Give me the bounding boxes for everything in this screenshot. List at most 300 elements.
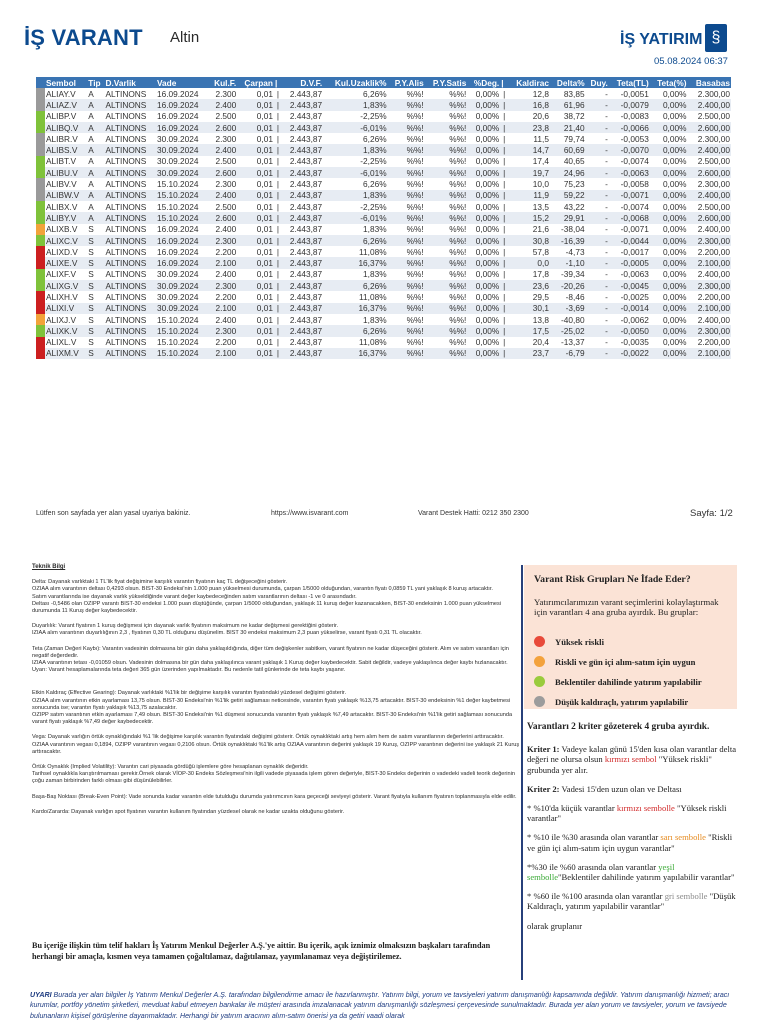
table-cell: 0,01 bbox=[256, 314, 273, 325]
table-cell: 2.600 bbox=[208, 122, 237, 133]
table-cell: %%! bbox=[406, 88, 424, 99]
table-cell: 0,01 bbox=[256, 111, 273, 122]
page-title: Altin bbox=[170, 29, 200, 46]
table-cell: %%! bbox=[425, 122, 468, 133]
risk-column-header bbox=[36, 77, 45, 88]
table-cell: -1,10 bbox=[550, 257, 586, 268]
table-cell: 2.300,00 bbox=[697, 133, 730, 144]
risk-indicator bbox=[36, 144, 45, 155]
table-cell: 6,26% bbox=[323, 235, 387, 246]
table-cell: %%! bbox=[388, 212, 425, 223]
table-cell: 1,83% bbox=[323, 190, 387, 201]
column-header: | bbox=[274, 77, 282, 88]
table-cell: 16.09.2024 bbox=[156, 246, 199, 257]
table-cell: ALTINONS bbox=[105, 224, 147, 235]
table-cell: | bbox=[503, 111, 506, 122]
table-cell: 30.09.2024 bbox=[156, 291, 199, 302]
table-cell: 0,00% bbox=[475, 291, 500, 302]
table-cell: 2.443,87 bbox=[289, 201, 323, 212]
table-cell: 2.443,87 bbox=[282, 190, 323, 201]
table-cell: 0,00% bbox=[662, 201, 687, 212]
table-cell: 43,22 bbox=[563, 201, 585, 212]
risk-indicator bbox=[36, 325, 45, 336]
table-cell: ALTINONS bbox=[105, 111, 147, 122]
table-cell: - bbox=[605, 201, 608, 212]
table-cell: %%! bbox=[388, 325, 425, 336]
table-cell: 16.09.2024 bbox=[156, 122, 208, 133]
table-cell: 2.500 bbox=[215, 156, 237, 167]
table-cell: %%! bbox=[449, 291, 467, 302]
table-cell: 2.400,00 bbox=[687, 99, 731, 110]
table-cell: 11,9 bbox=[508, 190, 550, 201]
criterion-bullet-green bbox=[527, 862, 737, 882]
table-cell: %%! bbox=[449, 246, 467, 257]
table-cell: 0,00% bbox=[467, 235, 500, 246]
table-cell: ALIBV.V bbox=[46, 179, 77, 190]
technical-info-paragraph: OZIAA alım varantının deltası 0,4293 olsun. BIST-30 Endeksi'nin 1.000 puan yükselmesi durumunda, çarpan 1/5000 olduğundan, varantın fiyatı 0,0859 TL yani yaklaşık 8 kuruş artacaktır. bbox=[32, 586, 493, 593]
table-row bbox=[36, 122, 731, 133]
table-cell: %%! bbox=[425, 348, 468, 359]
table-cell: | bbox=[274, 257, 282, 268]
table-row bbox=[36, 280, 731, 291]
table-cell: A bbox=[87, 190, 104, 201]
table-cell: ALTINONS bbox=[104, 122, 156, 133]
table-cell: -0,0074 bbox=[620, 156, 649, 167]
table-cell: 13,8 bbox=[532, 314, 549, 325]
table-cell: 20,6 bbox=[532, 111, 549, 122]
table-cell: 0,00% bbox=[475, 201, 500, 212]
column-header: %Deg. bbox=[467, 77, 500, 88]
table-cell: 0,01 bbox=[256, 201, 273, 212]
table-cell: 2.443,87 bbox=[282, 212, 323, 223]
table-cell: 0,01 bbox=[256, 337, 273, 348]
table-row bbox=[36, 224, 731, 235]
criterion-2-text: Vadesi 15'den uzun olan ve Deltası bbox=[559, 783, 682, 794]
table-cell: 2.443,87 bbox=[289, 179, 323, 190]
table-cell: 0,01 bbox=[256, 246, 273, 257]
table-cell: 0,01 bbox=[256, 179, 273, 190]
table-cell: -0,0068 bbox=[609, 212, 650, 223]
column-header: Teta(TL) bbox=[609, 77, 650, 88]
table-cell: 2.400 bbox=[215, 269, 237, 280]
table-cell: 16,37% bbox=[323, 257, 387, 268]
table-cell: -8,46 bbox=[565, 291, 585, 302]
table-cell: %%! bbox=[406, 156, 424, 167]
column-header: | bbox=[500, 77, 508, 88]
table-cell: %%! bbox=[406, 111, 424, 122]
table-cell: 2.200,00 bbox=[697, 337, 730, 348]
table-cell: -13,37 bbox=[561, 337, 585, 348]
table-cell: 15.10.2024 bbox=[156, 212, 208, 223]
table-cell: 2.300,00 bbox=[687, 280, 731, 291]
table-cell: | bbox=[503, 201, 506, 212]
technical-info-paragraph: IZIAA alım varantının duyarlılığının 2,3 , fiyatının 0,30 TL olduğunu düşünelim. BIST 30 endeksi maksimum 2,3 puan yükselirse, varant fiyatı 0,31 TL olacaktır. bbox=[32, 630, 422, 637]
table-cell: - bbox=[586, 190, 609, 201]
table-cell: A bbox=[88, 201, 94, 212]
table-cell: -0,0045 bbox=[609, 280, 650, 291]
table-cell: 2.400 bbox=[208, 144, 237, 155]
table-cell: 0,00% bbox=[467, 190, 500, 201]
table-cell: -0,0083 bbox=[620, 111, 649, 122]
table-cell: 2.500,00 bbox=[697, 201, 730, 212]
table-cell: 0,00% bbox=[662, 314, 687, 325]
table-cell: 0,00% bbox=[662, 156, 687, 167]
table-cell: 0,00% bbox=[467, 122, 500, 133]
column-header: D.Varlik bbox=[104, 77, 156, 88]
table-cell: 0,00% bbox=[650, 325, 688, 336]
table-cell: A bbox=[87, 167, 104, 178]
table-cell: -6,01% bbox=[323, 212, 387, 223]
table-cell: ALIXB.V bbox=[46, 224, 78, 235]
table-cell: %%! bbox=[406, 201, 424, 212]
table-cell: ALTINONS bbox=[104, 257, 156, 268]
table-cell: | bbox=[274, 144, 282, 155]
technical-info-paragraph: Satım varantlarında ise dayanak varlık yükseldiğinde varant değer kaybedeceğinden satım varantlarının deltası -1 ve 0 arasındadır. bbox=[32, 593, 357, 600]
criteria-section bbox=[527, 722, 737, 940]
risk-indicator bbox=[36, 235, 45, 246]
table-cell: 2.443,87 bbox=[282, 257, 323, 268]
table-cell: ALTINONS bbox=[105, 179, 147, 190]
table-cell: 2.300,00 bbox=[697, 88, 730, 99]
table-cell: | bbox=[503, 224, 506, 235]
risk-dot-icon bbox=[534, 636, 545, 647]
table-cell: 0,00% bbox=[650, 257, 688, 268]
table-cell: -0,0058 bbox=[620, 179, 649, 190]
table-cell: 2.400,00 bbox=[687, 190, 731, 201]
table-cell: S bbox=[87, 325, 104, 336]
risk-indicator bbox=[36, 178, 45, 189]
technical-info-paragraph: Vega: Dayanak varlığın örtük oynaklığındaki %1 'lik değişime karşılık varantın fiyatındaki değişimi gösterir. Örtük oynaklıktaki artış hem alım hem de satım varantlarının değerlerini arttıracaktır. bbox=[32, 734, 504, 741]
bullet-red-symbol: kırmızı sembolle bbox=[616, 803, 675, 814]
copyright-notice: Bu içeriğe ilişkin tüm telif hakları İş Yatırım Menkul Değerler A.Ş.'ye aittir. Bu içerik, açık iznimiz olmaksızın başkaları tarafından herhangi bir amaçla, kısmen veya tamamen çoğaltılamaz, dağıtılamaz, yayımlanamaz veya değiştirilemez. bbox=[32, 941, 491, 961]
table-cell: - bbox=[586, 325, 609, 336]
table-cell: | bbox=[274, 212, 282, 223]
column-header: P.Y.Alis bbox=[388, 77, 425, 88]
table-cell: 0,00% bbox=[662, 133, 687, 144]
table-cell: | bbox=[503, 269, 506, 280]
risk-group-label: Beklentiler dahilinde yatırım yapılabilir bbox=[555, 676, 702, 687]
table-cell: 0,01 bbox=[237, 190, 274, 201]
risk-indicator bbox=[36, 303, 45, 314]
table-cell: 0,00% bbox=[650, 348, 688, 359]
table-cell: -0,0074 bbox=[620, 201, 649, 212]
bullet-orange-symbol: sarı sembolle bbox=[660, 832, 706, 843]
table-cell: ALIAY.V bbox=[46, 88, 76, 99]
table-cell: 0,00% bbox=[650, 144, 688, 155]
table-row bbox=[36, 303, 731, 314]
table-cell: | bbox=[276, 201, 280, 212]
table-cell: 75,23 bbox=[563, 179, 585, 190]
table-cell: 13,5 bbox=[532, 201, 549, 212]
risk-indicator bbox=[36, 133, 45, 144]
table-cell: | bbox=[276, 314, 280, 325]
table-cell: 23,6 bbox=[508, 280, 550, 291]
table-cell: ALTINONS bbox=[104, 235, 156, 246]
table-cell: %%! bbox=[449, 269, 467, 280]
table-cell: - bbox=[605, 314, 608, 325]
table-cell: 2.400 bbox=[215, 314, 237, 325]
table-cell: 30.09.2024 bbox=[156, 133, 199, 144]
table-cell: ALTINONS bbox=[105, 337, 147, 348]
table-row bbox=[36, 314, 731, 325]
table-cell: | bbox=[503, 133, 506, 144]
table-cell: 11,08% bbox=[359, 337, 387, 348]
table-row bbox=[36, 156, 731, 167]
table-cell: 2.200 bbox=[215, 246, 237, 257]
table-cell: 0,00% bbox=[650, 303, 688, 314]
table-cell: ALIXI.V bbox=[45, 303, 87, 314]
table-cell: 11,08% bbox=[359, 291, 387, 302]
table-cell: | bbox=[500, 167, 508, 178]
table-cell: S bbox=[87, 235, 104, 246]
table-cell: 0,01 bbox=[237, 99, 274, 110]
website-link[interactable]: https://www.isvarant.com bbox=[271, 510, 349, 517]
table-cell: 6,26% bbox=[363, 133, 387, 144]
risk-indicator bbox=[36, 201, 45, 212]
table-cell: 0,00% bbox=[475, 156, 500, 167]
table-cell: 2.300 bbox=[215, 133, 237, 144]
table-cell: S bbox=[87, 280, 104, 291]
table-cell: %%! bbox=[425, 235, 468, 246]
table-cell: 6,26% bbox=[323, 280, 387, 291]
table-cell: S bbox=[88, 291, 94, 302]
table-cell: - bbox=[586, 99, 609, 110]
table-cell: 0,00% bbox=[662, 111, 687, 122]
column-header: Teta(%) bbox=[650, 77, 688, 88]
table-cell: 0,01 bbox=[256, 88, 273, 99]
table-cell: %%! bbox=[425, 144, 468, 155]
technical-info-paragraph: Örtük Oynaklık (Implied Volatility): Varantın cari piyasada gördüğü işlemlere göre hesaplanan oynaklık değeridir. bbox=[32, 764, 309, 771]
table-cell: ALTINONS bbox=[104, 167, 156, 178]
table-cell: ALIXH.V bbox=[46, 291, 78, 302]
table-cell: - bbox=[605, 133, 608, 144]
legal-warning bbox=[30, 990, 742, 1021]
risk-indicator bbox=[36, 190, 45, 201]
table-row bbox=[36, 190, 731, 201]
bullet-gray-symbol: gri sembolle bbox=[664, 891, 708, 902]
table-cell: -16,39 bbox=[550, 235, 586, 246]
technical-info-paragraph: Teta (Zaman Değeri Kaybı): Varantın vadesinin dolmasına bir gün daha yaklaşıldığında, diğer tüm değişkenler sabitken, varant fiyatının ne kadar düşeceğini gösterir. Alım ve satım varantları için negatif değerdedir. bbox=[32, 645, 509, 659]
table-cell: 15.10.2024 bbox=[156, 179, 199, 190]
technical-info-paragraph bbox=[32, 638, 520, 646]
risk-dot-icon bbox=[534, 696, 545, 707]
table-cell: -4,73 bbox=[565, 246, 585, 257]
table-cell: 0,00% bbox=[475, 224, 500, 235]
table-cell: %%! bbox=[425, 303, 468, 314]
table-cell: -0,0079 bbox=[609, 99, 650, 110]
risk-indicator bbox=[36, 280, 45, 291]
table-cell: 6,26% bbox=[323, 325, 387, 336]
table-cell: 0,00% bbox=[650, 235, 688, 246]
table-cell: ALIXL.V bbox=[46, 337, 77, 348]
table-cell: S bbox=[87, 257, 104, 268]
table-cell: 21,40 bbox=[550, 122, 586, 133]
table-cell: -6,79 bbox=[550, 348, 586, 359]
table-cell: ALTINONS bbox=[104, 348, 156, 359]
table-cell: 2.200 bbox=[215, 337, 237, 348]
table-cell: | bbox=[500, 212, 508, 223]
bullet-red-end: "Yüksek riskli varantlar" bbox=[527, 803, 727, 824]
table-cell: 11,5 bbox=[533, 133, 549, 144]
table-cell: 2.100 bbox=[208, 257, 237, 268]
table-cell: 14,7 bbox=[508, 144, 550, 155]
table-cell: 2.443,87 bbox=[289, 291, 323, 302]
table-cell: | bbox=[500, 144, 508, 155]
table-cell: | bbox=[500, 190, 508, 201]
table-cell: 0,00% bbox=[662, 179, 687, 190]
table-cell: 2.443,87 bbox=[282, 325, 323, 336]
table-cell: 2.600,00 bbox=[687, 167, 731, 178]
table-cell: %%! bbox=[406, 224, 424, 235]
risk-group-item bbox=[534, 652, 729, 672]
table-cell: S bbox=[88, 337, 94, 348]
table-cell: 2.443,87 bbox=[289, 246, 323, 257]
table-cell: S bbox=[88, 246, 94, 257]
column-header: D.V.F. bbox=[282, 77, 323, 88]
table-cell: -0,0070 bbox=[609, 144, 650, 155]
table-cell: ALTINONS bbox=[105, 291, 147, 302]
table-cell: 0,01 bbox=[237, 122, 274, 133]
table-cell: -0,0017 bbox=[620, 246, 649, 257]
table-cell: 0,01 bbox=[256, 291, 273, 302]
table-cell: A bbox=[88, 156, 94, 167]
risk-indicator bbox=[36, 156, 45, 167]
table-cell: -0,0025 bbox=[620, 291, 649, 302]
table-cell: | bbox=[500, 325, 508, 336]
table-cell: 29,5 bbox=[532, 291, 549, 302]
table-cell: 30,1 bbox=[508, 303, 550, 314]
table-cell: 1,83% bbox=[363, 224, 387, 235]
table-cell: 57,8 bbox=[532, 246, 549, 257]
table-cell: - bbox=[586, 303, 609, 314]
table-cell: -25,02 bbox=[550, 325, 586, 336]
table-cell: 0,00% bbox=[650, 99, 688, 110]
table-cell: - bbox=[586, 144, 609, 155]
table-cell: 2.600 bbox=[208, 212, 237, 223]
table-cell: %%! bbox=[406, 179, 424, 190]
technical-info-title: Teknik Bilgi bbox=[32, 564, 66, 570]
technical-info-paragraph bbox=[32, 801, 520, 809]
risk-group-item bbox=[534, 672, 729, 692]
table-cell: 6,26% bbox=[363, 88, 387, 99]
table-cell: | bbox=[276, 111, 280, 122]
table-cell: -0,0051 bbox=[620, 88, 649, 99]
table-cell: 0,01 bbox=[237, 235, 274, 246]
table-cell: 0,00% bbox=[475, 269, 500, 280]
table-cell: 2.300,00 bbox=[687, 235, 731, 246]
table-cell: %%! bbox=[388, 280, 425, 291]
table-cell: 16,37% bbox=[323, 303, 387, 314]
table-cell: ALTINONS bbox=[104, 303, 156, 314]
table-cell: 1,83% bbox=[363, 269, 387, 280]
table-cell: 0,00% bbox=[475, 246, 500, 257]
table-cell: 2.400 bbox=[215, 224, 237, 235]
table-cell: - bbox=[586, 212, 609, 223]
table-cell: 0,01 bbox=[237, 212, 274, 223]
table-cell: %%! bbox=[406, 337, 424, 348]
table-row bbox=[36, 235, 731, 246]
table-cell: -0,0053 bbox=[620, 133, 649, 144]
table-cell: 6,26% bbox=[363, 179, 387, 190]
table-cell: | bbox=[500, 303, 508, 314]
table-cell: 11,08% bbox=[359, 246, 387, 257]
table-cell: ALIBU.V bbox=[45, 167, 87, 178]
table-cell: 2.300 bbox=[208, 325, 237, 336]
warrant-table bbox=[36, 77, 731, 359]
table-cell: ALTINONS bbox=[104, 190, 156, 201]
table-cell: 0,01 bbox=[256, 156, 273, 167]
column-header: Kul.F. bbox=[208, 77, 237, 88]
criteria-tail: olarak gruplanır bbox=[527, 920, 583, 931]
table-cell: -0,0062 bbox=[620, 314, 649, 325]
table-cell: 24,96 bbox=[550, 167, 586, 178]
table-cell: 30,8 bbox=[508, 235, 550, 246]
risk-indicator bbox=[36, 167, 45, 178]
table-cell: - bbox=[605, 337, 608, 348]
table-cell: | bbox=[500, 348, 508, 359]
technical-info-paragraph: Uyarı: Varant hesaplamalarında teta değeri 365 gün üzerinden yapılmaktadır. Bu nedenle tatil günlerinde de teta kaybı yaşanır. bbox=[32, 667, 346, 674]
technical-info bbox=[32, 564, 520, 816]
table-cell: 0,00% bbox=[650, 167, 688, 178]
report-datetime: 05.08.2024 06:37 bbox=[654, 56, 728, 67]
table-cell: 2.200,00 bbox=[697, 246, 730, 257]
table-cell: - bbox=[605, 88, 608, 99]
table-cell: 0,00% bbox=[467, 348, 500, 359]
table-cell: %%! bbox=[449, 156, 467, 167]
technical-info-body bbox=[32, 579, 520, 816]
table-cell: - bbox=[586, 257, 609, 268]
table-cell: -0,0014 bbox=[609, 303, 650, 314]
table-cell: | bbox=[276, 337, 280, 348]
table-cell: - bbox=[586, 235, 609, 246]
column-header: Basabas bbox=[687, 77, 731, 88]
table-cell: | bbox=[274, 235, 282, 246]
table-cell: ALTINONS bbox=[104, 144, 156, 155]
table-cell: - bbox=[605, 224, 608, 235]
table-cell: 0,0 bbox=[508, 257, 550, 268]
table-cell: %%! bbox=[449, 224, 467, 235]
table-cell: 17,8 bbox=[532, 269, 549, 280]
table-cell: 0,00% bbox=[467, 99, 500, 110]
risk-groups-box bbox=[524, 565, 737, 709]
table-cell: -2,25% bbox=[360, 201, 387, 212]
table-cell: | bbox=[276, 156, 280, 167]
table-cell: 2.443,87 bbox=[289, 224, 323, 235]
table-cell: ALIBX.V bbox=[46, 201, 78, 212]
criterion-bullet-gray bbox=[527, 891, 737, 911]
table-cell: 1,83% bbox=[323, 144, 387, 155]
table-cell: 2.600 bbox=[208, 167, 237, 178]
risk-dot-icon bbox=[534, 656, 545, 667]
divider-line bbox=[521, 565, 523, 980]
table-cell: | bbox=[276, 291, 280, 302]
technical-info-paragraph: OZIAA alım varantının etkin ayarlaması 13,75 olsun. BIST-30 Endeksi'nin %1'lik getiri sağlaması neticesinde, varantın fiyatı yaklaşık %13,75 artacaktır. BIST-30 endeksinin %1 değer kaybetmesi sonucunda ise; varantın fiyatı yaklaşık %13,75 azalacaktır. bbox=[32, 697, 511, 711]
table-cell: ALTINONS bbox=[105, 246, 147, 257]
table-row bbox=[36, 201, 731, 212]
table-cell: | bbox=[274, 303, 282, 314]
risk-dot-icon bbox=[534, 676, 545, 687]
table-cell: 15.10.2024 bbox=[156, 337, 199, 348]
criteria-title: Varantları 2 kriter gözeterek 4 gruba ayırdık. bbox=[527, 722, 710, 732]
technical-info-paragraph: Etkin Kaldıraç (Effective Gearing): Dayanak varlıktaki %1'lik bir değişime karşılık varantın fiyatındaki yüzdesel değişimi gösterir. bbox=[32, 690, 347, 697]
is-yatirim-logo: İŞ YATIRIM bbox=[620, 31, 703, 48]
table-cell: 2.443,87 bbox=[282, 348, 323, 359]
table-cell: 0,00% bbox=[662, 246, 687, 257]
table-cell: -0,0066 bbox=[609, 122, 650, 133]
legal-note: Lütfen son sayfada yer alan yasal uyariya bakiniz. bbox=[36, 510, 191, 517]
table-cell: A bbox=[87, 99, 104, 110]
table-cell: 16.09.2024 bbox=[156, 257, 208, 268]
